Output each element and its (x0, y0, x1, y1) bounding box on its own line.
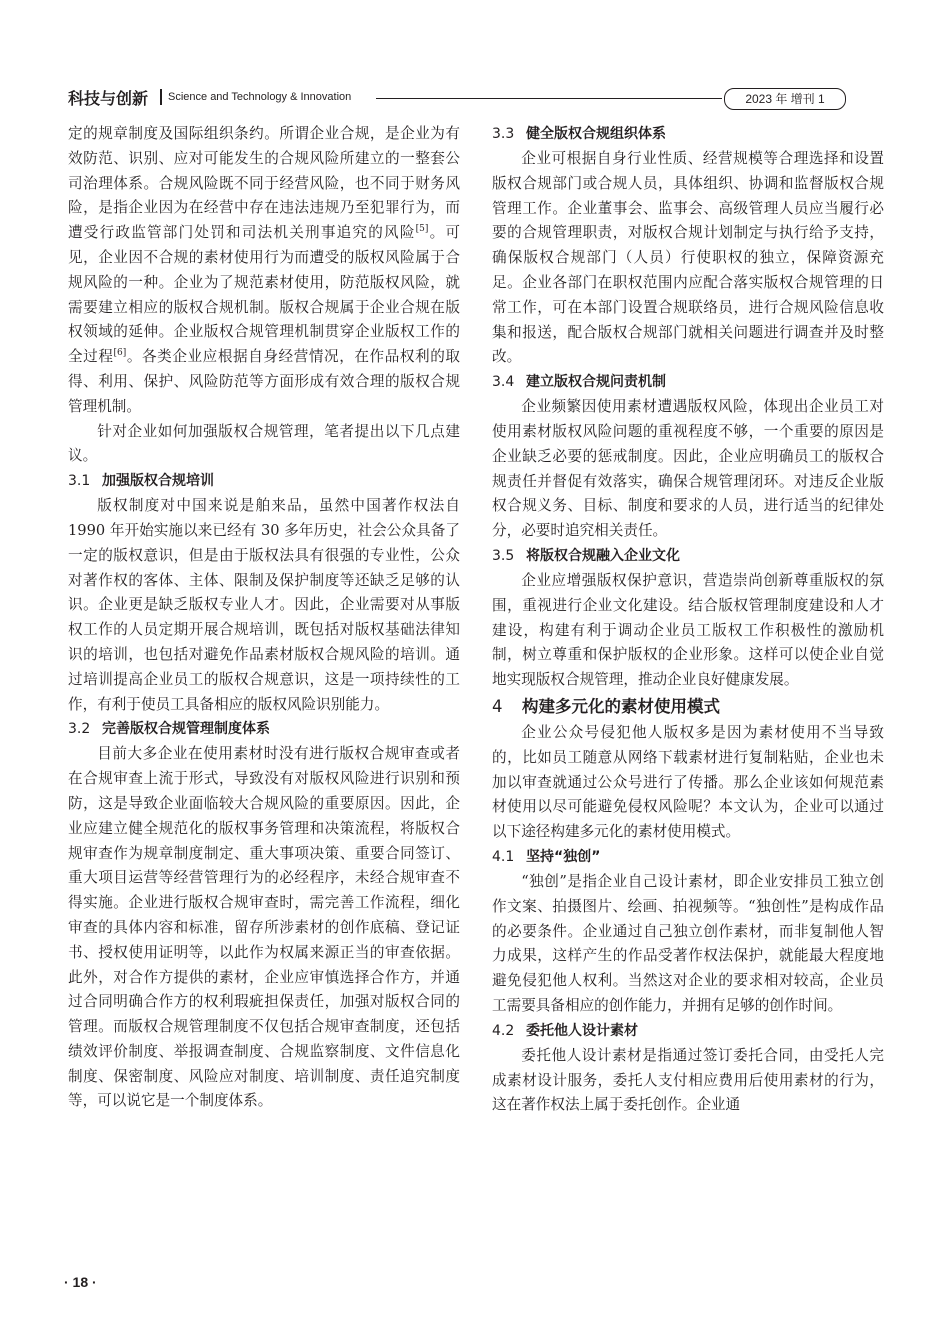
paragraph: 针对企业如何加强版权合规管理，笔者提出以下几点建议。 (68, 422, 460, 465)
paragraph: 定的规章制度及国际组织条约。所谓企业合规，是企业为有效防范、识别、应对可能发生的合规风险所建立的一整套公司治理体系。合规风险既不同于经营风险，也不同于财务风险，是指企业因为在经营中存在违法违规乃至犯罪行为，而遭受行政监管部门处罚和司法机关刑事追究的风险[5]。可见，企业因不合规的素材使用行为而遭受的版权风险属于合规风险的一种。企业为了规范素材使用，防范版权风险，就需要建立相应的版权合规机制。版权合规属于企业合规在版权领域的延伸。企业版权合规管理机制贯穿企业版权工作的全过程[6]。各类企业应根据自身经营情况，在作品权利的取得、利用、保护、风险防范等方面形成有效合理的版权合规管理机制。 (68, 125, 460, 415)
right-column (492, 122, 884, 1118)
paragraph: 企业应增强版权保护意识，营造崇尚创新尊重版权的氛围，重视进行企业文化建设。结合版权管理制度建设和人才建设，构建有利于调动企业员工版权工作积极性的激励机制，树立尊重和保护版权的企业形象。这样可以使企业自觉地实现版权合规管理，推动企业良好健康发展。 (492, 571, 884, 689)
paragraph: 目前大多企业在使用素材时没有进行版权合规审查或者在合规审查上流于形式，导致没有对版权风险进行识别和预防，这是导致企业面临较大合规风险的重要原因。因此，企业应建立健全规范化的版权事务管理和决策流程，将版权合规审查作为规章制度制定、重大事项决策、重要合同签订、重大项目运营等经营管理行为的必经程序，未经合规审查不得实施。企业进行版权合规审查时，需完善工作流程，细化审查的具体内容和标准，留存所涉素材的创作底稿、登记证书、授权使用证明等，以此作为权属来源正当的审查依据。此外，对合作方提供的素材，企业应审慎选择合作方，并通过合同明确合作方的权利瑕疵担保责任，加强对版权合同的管理。而版权合规管理制度不仅包括合规审查制度，还包括绩效评价制度、举报调查制度、合规监察制度、文件信息化制度、保密制度、风险应对制度、培训制度、责任追究制度等，可以说它是一个制度体系。 (68, 745, 460, 1110)
section-heading-3-2: 3.2 完善版权合规管理制度体系 (68, 721, 270, 738)
journal-title-cn: 科技与创新 (68, 89, 149, 108)
journal-title-en: Science and Technology & Innovation (168, 91, 352, 103)
header-rule (376, 98, 722, 99)
section-heading-3-4: 3.4 建立版权合规问责机制 (492, 374, 666, 391)
paragraph: 企业公众号侵犯他人版权多是因为素材使用不当导致的，比如员工随意从网络下载素材进行复制粘贴，企业也未加以审查就通过公众号进行了传播。那么企业该如何规范素材使用以尽可能避免侵权风险呢？本文认为，企业可以通过以下途径构建多元化的素材使用模式。 (492, 723, 884, 841)
paragraph: 版权制度对中国来说是舶来品，虽然中国著作权法自 1990 年开始实施以来已经有 30 多年历史，社会公众具备了一定的版权意识，但是由于版权法具有很强的专业性，公众对著作权的客体、主体、限制及保护制度等还缺乏足够的认识。企业更是缺乏版权专业人才。因此，企业需要对从事版权工作的人员定期开展合规培训，既包括对版权基础法律知识的培训，也包括对避免作品素材版权合规风险的培训。通过培训提高企业员工的版权合规意识，这是一项持续性的工作，有利于使员工具备相应的版权风险识别能力。 (68, 497, 460, 713)
issue-badge: 2023 年 增刊 1 (724, 88, 846, 110)
paragraph: 企业可根据自身行业性质、经营规模等合理选择和设置版权合规部门或合规人员，具体组织、协调和监督版权合规管理工作。企业董事会、监事会、高级管理人员应当履行必要的合规管理职责，对版权合规计划制定与执行给予支持，确保版权合规部门（人员）行使职权的独立，保障资源充足。企业各部门在职权范围内应配合落实版权合规管理的日常工作，可在本部门设置合规联络员，进行合规风险信息收集和报送，配合版权合规部门就相关问题进行调查并及时整改。 (492, 150, 884, 366)
section-heading-3-3: 3.3 健全版权合规组织体系 (492, 126, 666, 142)
paragraph: “独创”是指企业自己设计素材，即企业安排员工独立创作文案、拍摄图片、绘画、拍视频等。“独创性”是构成作品的必要条件。企业通过自己独立创作素材，而非复制他人智力成果，这样产生的作品受著作权法保护，就能最大程度地避免侵犯他人权利。当然这对企业的要求相对较高，企业员工需要具备相应的创作能力，并拥有足够的创作时间。 (492, 872, 884, 1014)
section-heading-4-2: 4.2 委托他人设计素材 (492, 1022, 638, 1039)
section-heading-4: 4 构建多元化的素材使用模式 (492, 696, 720, 716)
left-column (68, 122, 460, 1114)
citation-ref[interactable]: [6] (113, 348, 127, 359)
running-header (68, 86, 882, 114)
citation-ref[interactable]: [5] (415, 224, 429, 235)
header-separator (160, 89, 162, 105)
section-heading-3-1: 3.1 加强版权合规培训 (68, 473, 214, 490)
paragraph: 委托他人设计素材是指通过签订委托合同，由受托人完成素材设计服务，委托人支付相应费用后使用素材的行为，这在著作权法上属于委托创作。企业通 (492, 1046, 884, 1114)
page-number: · 18 · (64, 1274, 97, 1290)
section-heading-3-5: 3.5 将版权合规融入企业文化 (492, 547, 680, 564)
section-heading-4-1: 4.1 坚持“独创” (492, 848, 601, 865)
paragraph: 企业频繁因使用素材遭遇版权风险，体现出企业员工对使用素材版权风险问题的重视程度不够，一个重要的原因是企业缺乏必要的惩戒制度。因此，企业应明确员工的版权合规责任并督促有效落实，确保合规管理闭环。对违反企业版权合规义务、目标、制度和要求的人员，进行适当的纪律处分，必要时追究相关责任。 (492, 398, 884, 540)
